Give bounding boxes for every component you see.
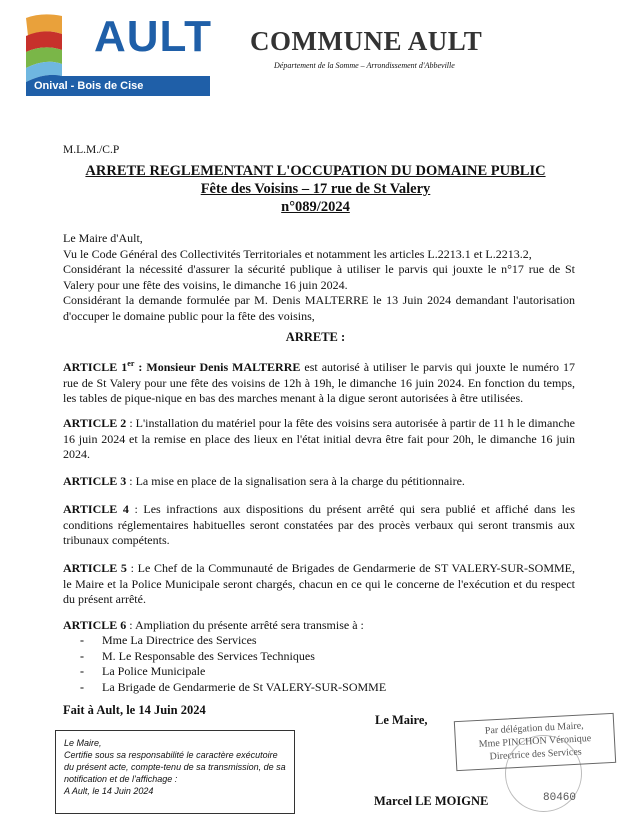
signature-title: Le Maire, [375, 713, 428, 727]
certification-box [55, 730, 295, 814]
delegation-stamp [454, 713, 616, 771]
department-line: Département de la Somme – Arrondissement d'Abbeville [274, 61, 455, 70]
preamble-line: Considérant la demande formulée par M. Denis MALTERRE le 13 Juin 2024 demandant l'autorisation d'occuper le domaine public pour la fête des voisins, [63, 293, 575, 323]
article-label: ARTICLE 1 [63, 360, 128, 374]
preamble-line: Le Maire d'Ault, [63, 231, 143, 245]
article-label: ARTICLE 2 [63, 416, 127, 430]
list-item: - M. Le Responsable des Services Techniques [80, 649, 386, 665]
commune-title: COMMUNE AULT [250, 26, 483, 56]
article-label: ARTICLE 6 [63, 618, 127, 632]
article-2 [63, 416, 575, 463]
article-label: ARTICLE 3 [63, 474, 127, 488]
article-3 [63, 474, 575, 490]
article-text: est autorisé à utiliser le parvis qui jouxte le numéro 17 rue de St Valery pour une fête des voisins de 12h à 19h, le dimanche 16 juin 2024. En fonction du temps, les tables de pique-nique en bas des marches menant à la digue seront autorisées à être utilisées. [63, 360, 575, 405]
article-text: : L'installation du matériel pour la fête des voisins sera autorisée à partir de 11 h le dimanche 16 juin 2024 et la remise en place des lieux en l'état initial devra être fait pour 20h, le dimanche 16 juin 2024. [63, 416, 575, 461]
recipient-list [80, 633, 386, 695]
article-4 [63, 502, 575, 549]
stamp-line: Par délégation du Maire, [484, 720, 584, 737]
preamble-line: Vu le Code Général des Collectivités Territoriales et notamment les articles L.2213.1 et L.2213.2, [63, 246, 532, 261]
article-5 [63, 561, 575, 608]
logo-wordmark: AULT [94, 12, 213, 61]
document-title: ARRETE REGLEMENTANT L'OCCUPATION DU DOMAINE PUBLIC [85, 163, 546, 179]
article-6 [63, 618, 575, 634]
preamble-line: Considérant la nécessité d'assurer la sécurité publique à utiliser le parvis qui jouxte le n°17 rue de St Valery pour une fête des voisins, le dimanche 16 juin 2024. [63, 262, 575, 292]
certification-line: Certifie sous sa responsabilité le caractère exécutoire du présent acte, compte-tenu de sa transmission, de sa notification et de l'affichage : [64, 750, 286, 784]
article-1: ARTICLE 1er : Monsieur Denis MALTERRE est autorisé à utiliser le parvis qui jouxte le numéro 17 rue de St Valery pour une fête des voisins de 12h à 19h, le dimanche 16 juin 2024. En fonction du temps, les tables de pique-nique en bas des marches menant à la digue seront autorisées à être utilisées. [63, 359, 575, 405]
document-number: n°089/2024 [281, 199, 350, 215]
document-subtitle: Fête des Voisins – 17 rue de St Valery [200, 181, 431, 197]
place-date: Fait à Ault, le 14 Juin 2024 [63, 703, 206, 717]
arrete-heading: ARRETE : [285, 330, 346, 344]
article-label: ARTICLE 4 [63, 502, 129, 516]
stamp-line: Mme PINCHON Véronique [478, 733, 592, 750]
article-text: : Le Chef de la Communauté de Brigades de Gendarmerie de ST VALERY-SUR-SOMME, le Maire et la Police Municipale seront chargés, chacun en ce qui le concerne de l'exécution et du respect du présent arrêté. [63, 561, 575, 606]
article-text: : Les infractions aux dispositions du présent arrêté qui sera publié et affiché dans les conditions réglementaires habituelles seront constatées par des procès verbaux qui seront transmis aux tribunaux compétents. [63, 502, 576, 547]
list-item: - Mme La Directrice des Services [80, 633, 386, 649]
stamp-number: 80460 [543, 792, 577, 804]
preamble [63, 231, 575, 324]
ault-logo [22, 10, 212, 102]
article-label-sup: er [127, 359, 135, 368]
article-text: : La mise en place de la signalisation sera à la charge du pétitionnaire. [126, 474, 465, 488]
logo-subtitle: Onival - Bois de Cise [34, 80, 144, 92]
article-label: ARTICLE 5 [63, 561, 127, 575]
certification-line: A Ault, le 14 Juin 2024 [64, 786, 154, 796]
list-item: - La Police Municipale [80, 664, 386, 680]
article-1-person: Monsieur Denis MALTERRE [146, 360, 301, 374]
stamp-line: Directrice des Services [489, 746, 582, 763]
certification-line: Le Maire, [64, 738, 102, 748]
list-item: - La Brigade de Gendarmerie de St VALERY-SUR-SOMME [80, 680, 386, 696]
signer-name: Marcel LE MOIGNE [374, 794, 489, 808]
reference-code: M.L.M./C.P [63, 144, 120, 156]
article-text: : Ampliation du présente arrêté sera transmise à : [126, 618, 364, 632]
